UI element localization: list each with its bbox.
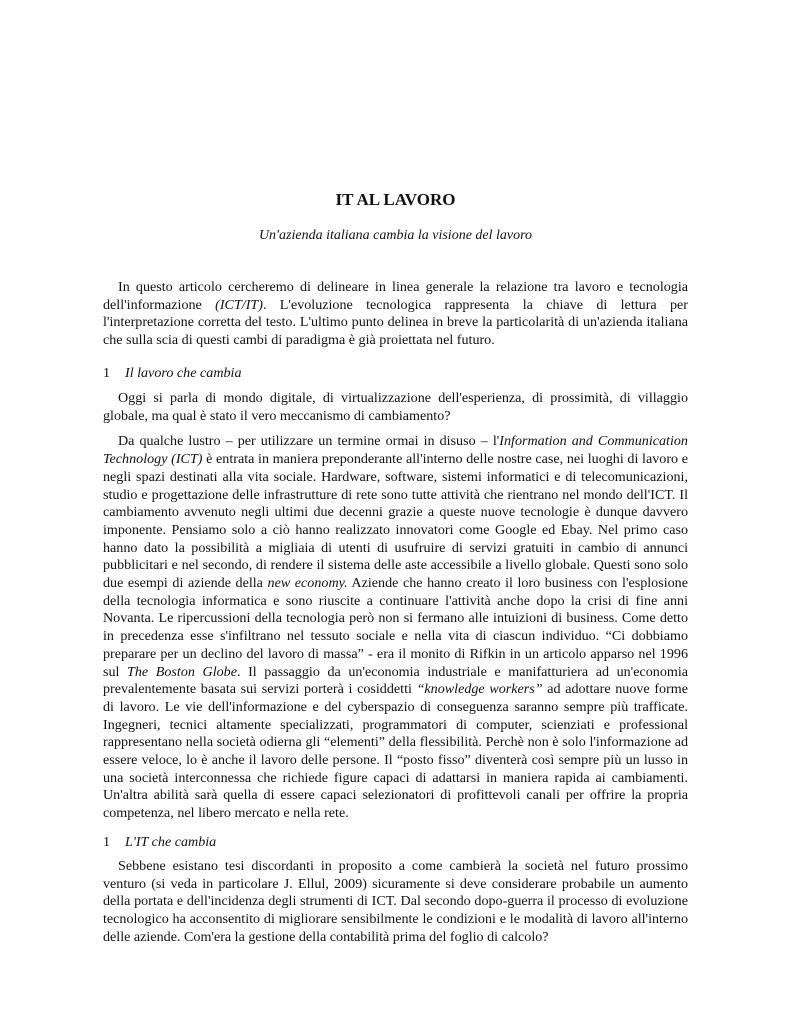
- text-run: Aziende che hanno creato il loro business con l'esplosione della tecnologia informatica e sono riuscite a continuare l'attività anche dopo la crisi di fine anni Novanta. Le ripercussioni della tecnologia però non si fermano alle intuizioni di business. Come detto in precedenza esse s'infiltrano nel tessuto sociale e nella vita di ciascun individuo. “Ci dobbiamo preparare per un declino del lavoro di massa” - era il monito di Rifkin in un articolo apparso nel 1996 sul: [103, 575, 688, 680]
- abstract-text-2: . L'evoluzione tecnologica rappresenta la chiave di lettura per l'interpretazione corretta del testo. L'ultimo punto delinea in breve la particolarità di un'azienda italiana che sulla scia di questi cambi di paradigma è già proiettata nel futuro.: [103, 296, 688, 349]
- text-run: . Il passaggio da un'economia industriale e manifatturiera ad un'economia prevalentemente basata sui servizi porterà i cosiddetti: [103, 663, 689, 698]
- abstract-acronym: (ICT/IT): [215, 296, 263, 313]
- section-1-heading: [103, 365, 242, 382]
- section-2-heading: [103, 834, 216, 851]
- section-1-body: [103, 390, 688, 831]
- section-1-paragraph-2: [103, 433, 688, 822]
- section-1-paragraph-1: Oggi si parla di mondo digitale, di virtualizzazione dell'esperienza, di prossimità, di villaggio globale, ma qual è stato il vero meccanismo di cambiamento?: [103, 390, 688, 424]
- text-run-italic: “knowledge workers”: [416, 681, 543, 698]
- section-1-title: Il lavoro che cambia: [125, 365, 242, 381]
- section-2-paragraph-1: Sebbene esistano tesi discordanti in proposito a come cambierà la società nel futuro prossimo venturo (si veda in particolare J. Ellul, 2009) sicuramente si deve considerare probabile un aumento della portata e dell'incidenza degli strumenti di ICT. Dal secondo dopo-guerra il processo di evoluzione tecnologico ha acconsentito di migliorare sensibilmente le condizioni e le modalità di lavoro all'interno delle aziende. Com'era la gestione della contabilità prima del foglio di calcolo?: [103, 858, 688, 945]
- text-run-italic: new economy.: [267, 575, 348, 592]
- abstract: [103, 279, 688, 350]
- abstract-text-1: In questo articolo cercheremo di delineare in linea generale la relazione tra lavoro e tecnologia dell'informazione: [103, 279, 688, 313]
- section-2-number: 1: [103, 834, 111, 850]
- section-2-title: L'IT che cambia: [125, 834, 217, 850]
- document-title: IT AL LAVORO: [335, 190, 456, 209]
- section-2-body: [103, 858, 688, 947]
- text-run: ad adottare nuove forme di lavoro. Le vie dell'informazione e del cyberspazio di conseguenza saranno sempre più trafficate. Ingegneri, tecnici altamente specializzati, programmatori di computer, scienziati e professional rappresentano nella società odierna gli “elementi” della flessibilità. Perchè non è solo l'informazione ad essere veloce, lo è anche il lavoro delle persone. Il “posto fisso” diventerà così sempre più un lusso in una società interconnessa che richiede figure capaci di adattarsi in maniera rapida ai cambiamenti. Un'altra abilità sarà quella di essere capaci selezionatori di profittevoli canali per offrire la propria competenza, nel libero mercato e nella rete.: [103, 681, 688, 822]
- text-run: Da qualche lustro – per utilizzare un termine ormai in disuso – l': [118, 433, 500, 450]
- document-subtitle: Un'azienda italiana cambia la visione del lavoro: [258, 228, 533, 243]
- text-run-italic: The Boston Globe: [127, 663, 237, 680]
- abstract-paragraph: [103, 279, 688, 350]
- text-run-italic: Information and Communication Technology (ICT): [103, 433, 688, 468]
- text-run: è entrata in maniera preponderante all'interno delle nostre case, nei luoghi di lavoro e negli spazi destinati alla vita sociale. Hardware, software, sistemi informatici e di telecomunicazioni, studio e progettazione delle infrastrutture di rete sono tutte attività che rientrano nel mondo dell'ICT. Il cambiamento avvenuto negli ultimi due decenni grazie a queste nuove tecnologie è dunque davvero imponente. Pensiamo solo a ciò hanno realizzato innovatori come Google ed Ebay. Nel primo caso hanno dato la possibilità a migliaia di utenti di usufruire di servizi gratuiti in cambio di annunci pubblicitari e nel secondo, di rendere il sistema delle aste accessibile a livello globale. Questi sono solo due esempi di aziende della: [103, 451, 688, 592]
- section-1-number: 1: [103, 365, 111, 381]
